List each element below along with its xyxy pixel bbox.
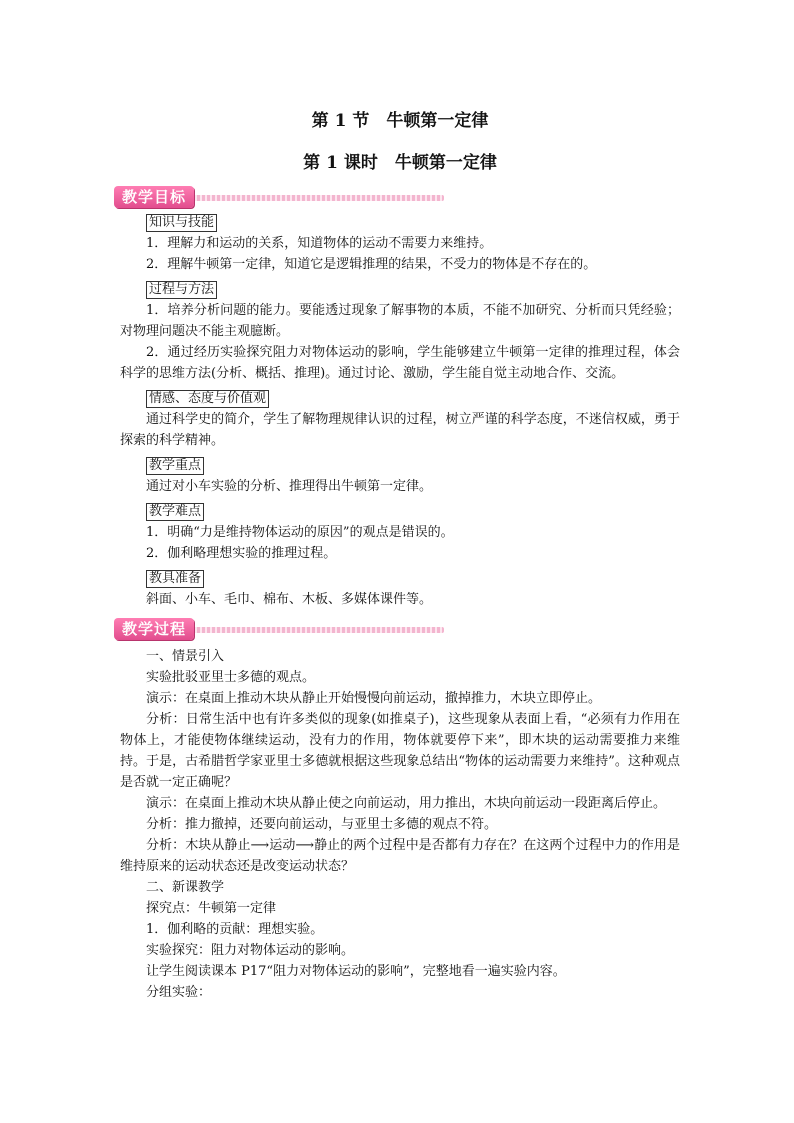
process-paragraph: 分析：木块从静止⟶运动⟶静止的两个过程中是否都有力存在？在这两个过程中力的作用是维持原来的运动状态还是改变运动状态？ [120, 838, 680, 874]
knowledge-item: 1．理解力和运动的关系，知道物体的运动不需要力来维持。 [146, 236, 493, 251]
tools-text: 斜面、小车、毛巾、棉布、木板、多媒体课件等。 [146, 592, 433, 607]
process-banner [114, 618, 444, 640]
objectives-banner [114, 186, 444, 208]
key-text: 通过对小车实验的分析、推理得出牛顿第一定律。 [146, 479, 433, 494]
key-section [120, 455, 680, 497]
knowledge-section [120, 212, 680, 275]
process-paragraph: 二、新课教学 [146, 880, 225, 895]
process-banner-label: 教学过程 [114, 618, 194, 640]
process-method-section [120, 279, 680, 384]
process-paragraph: 演示：在桌面上推动木块从静止使之向前运动，用力推出，木块向前运动一段距离后停止。 [146, 796, 667, 811]
process-paragraph: 实验批驳亚里士多德的观点。 [146, 670, 316, 685]
process-paragraph: 探究点：牛顿第一定律 [146, 901, 277, 916]
process-method-item: 1．培养分析问题的能力。要能透过现象了解事物的本质，不能不加研究、分析而只凭经验；对物理问题决不能主观臆断。 [120, 303, 680, 339]
lesson-title: 第 1 课时 牛顿第一定律 [303, 153, 497, 173]
section-title: 第 1 节 牛顿第一定律 [311, 111, 489, 131]
process-body [120, 646, 680, 1003]
emotion-text: 通过科学史的简介，学生了解物理规律认识的过程，树立严谨的科学态度，不迷信权威，勇于探索的科学精神。 [120, 412, 680, 448]
process-paragraph: 分组实验： [146, 985, 212, 1000]
tools-section [120, 568, 680, 610]
process-paragraph: 一、情景引入 [146, 649, 225, 664]
process-paragraph: 演示：在桌面上推动木块从静止开始慢慢向前运动，撤掉推力，木块立即停止。 [146, 691, 602, 706]
tools-label: 教具准备 [146, 570, 204, 588]
knowledge-label: 知识与技能 [146, 214, 217, 232]
difficulty-item: 2．伽利略理想实验的推理过程。 [146, 546, 337, 561]
content [120, 108, 680, 1003]
objectives-banner-label: 教学目标 [114, 186, 194, 208]
process-paragraph: 分析：日常生活中也有许多类似的现象(如推桌子)，这些现象从表面上看，“必须有力作用在物体上，才能使物体继续运动，没有力的作用，物体就要停下来”，即木块的运动需要推力来维持。于是，古希腊哲学家亚里士多德就根据这些现象总结出“物体的运动需要力来维持”。这种观点是否就一定正确呢？ [120, 712, 680, 790]
process-method-label: 过程与方法 [146, 281, 217, 299]
key-label: 教学重点 [146, 457, 204, 475]
difficulty-label: 教学难点 [146, 503, 204, 521]
banner-stripe [192, 195, 444, 201]
process-method-item: 2．通过经历实验探究阻力对物体运动的影响，学生能够建立牛顿第一定律的推理过程，体会科学的思维方法(分析、概括、推理)。通过讨论、激励，学生能自觉主动地合作、交流。 [120, 345, 680, 381]
banner-stripe [192, 627, 444, 633]
process-paragraph: 1．伽利略的贡献：理想实验。 [146, 922, 324, 937]
difficulty-section [120, 501, 680, 564]
process-paragraph: 分析：推力撤掉，还要向前运动，与亚里士多德的观点不符。 [146, 817, 498, 832]
knowledge-item: 2．理解牛顿第一定律，知道它是逻辑推理的结果，不受力的物体是不存在的。 [146, 257, 597, 272]
emotion-label: 情感、态度与价值观 [146, 390, 269, 408]
process-paragraph: 让学生阅读课本 P17“阻力对物体运动的影响”，完整地看一遍实验内容。 [146, 964, 566, 979]
difficulty-item: 1．明确“力是维持物体运动的原因”的观点是错误的。 [146, 525, 454, 540]
process-paragraph: 实验探究：阻力对物体运动的影响。 [146, 943, 355, 958]
emotion-section [120, 388, 680, 451]
